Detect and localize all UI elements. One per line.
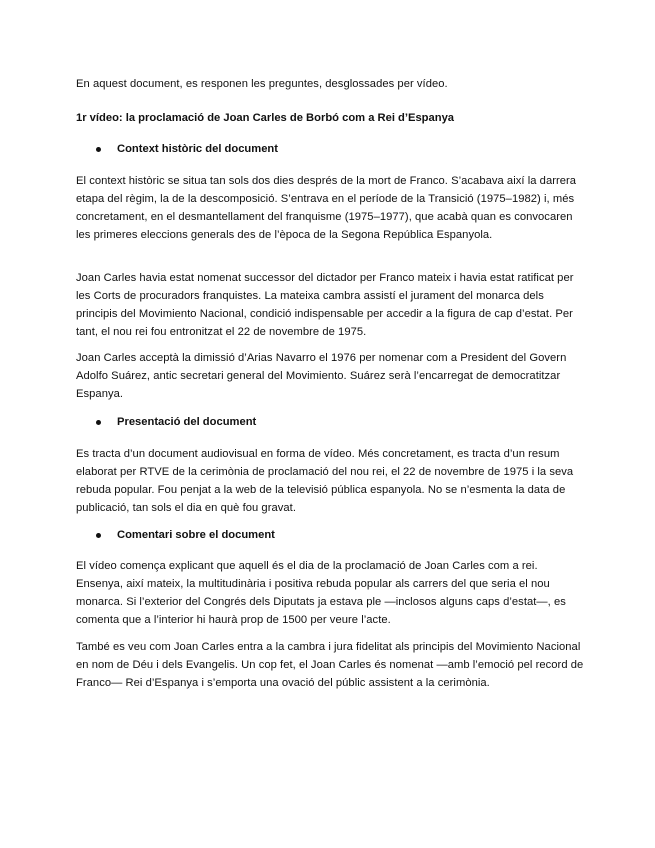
bullet-icon [96, 147, 101, 152]
section-heading-presentation [96, 413, 256, 431]
commentary-paragraph-1: El vídeo comença explicant que aquell és el dia de la proclamació de Joan Carles com a rei. Ensenya, així mateix, la multitudinària i positiva rebuda popular als carrers del que seria el nou monarca. Si l’exterior del Congrés dels Diputats ja estava ple —inclosos alguns caps d’estat—, es comenta que a l’interior hi haurà prop de 1500 per veure l’acte. [76, 560, 566, 626]
presentation-paragraph-1: Es tracta d’un document audiovisual en forma de vídeo. Més concretament, es tracta d’un resum elaborat per RTVE de la cerimònia de proclamació del nou rei, el 22 de novembre de 1975 i la seva rebuda popular. Fou penjat a la web de la televisió pública espanyola. No se n’esmenta la data de publicació, tan sols el dia en què fou gravat. [76, 448, 574, 514]
intro-paragraph: En aquest document, es responen les preguntes, desglossades per vídeo. [76, 78, 448, 90]
section-heading-context [96, 140, 278, 158]
section-heading-commentary [96, 526, 275, 544]
bullet-icon [96, 533, 101, 538]
section-heading-label: Comentari sobre el document [117, 529, 275, 541]
context-paragraph-1: El context històric se situa tan sols dos dies després de la mort de Franco. S’acabava així la darrera etapa del règim, la de la descomposició. S’entrava en el període de la Transició (1975–1982) i, més concretament, en el desmantellament del franquisme (1975–1977), que acabà quan es convocaren les primeres eleccions generals des de l’època de la Segona República Espanyola. [76, 175, 577, 241]
bullet-icon [96, 420, 101, 425]
commentary-paragraph-2: També es veu com Joan Carles entra a la cambra i jura fidelitat als principis del Movimiento Nacional en nom de Déu i dels Evangelis. Un cop fet, el Joan Carles és nomenat —amb l’emoció pel record de Franco— Rei d’Espanya i s’emporta una ovació del públic assistent a la cerimònia. [76, 641, 584, 689]
section-heading-label: Presentació del document [117, 416, 257, 428]
context-paragraph-2: Joan Carles havia estat nomenat successor del dictador per Franco mateix i havia estat ratificat per les Corts de procuradors franquistes. La mateixa cambra assistí el jurament del monarca dels principis del Movimiento Nacional, condició indispensable per accedir a la figura de cap d’estat. Per tant, el nou rei fou entronitzat el 22 de novembre de 1975. [76, 272, 574, 338]
video-title: 1r vídeo: la proclamació de Joan Carles de Borbó com a Rei d’Espanya [76, 112, 455, 124]
context-paragraph-3: Joan Carles acceptà la dimissió d’Arias Navarro el 1976 per nomenar com a President del Govern Adolfo Suárez, antic secretari general del Movimiento. Suárez serà l’encarregat de democratitzar Espanya. [76, 352, 567, 400]
section-heading-label: Context històric del document [117, 143, 278, 155]
